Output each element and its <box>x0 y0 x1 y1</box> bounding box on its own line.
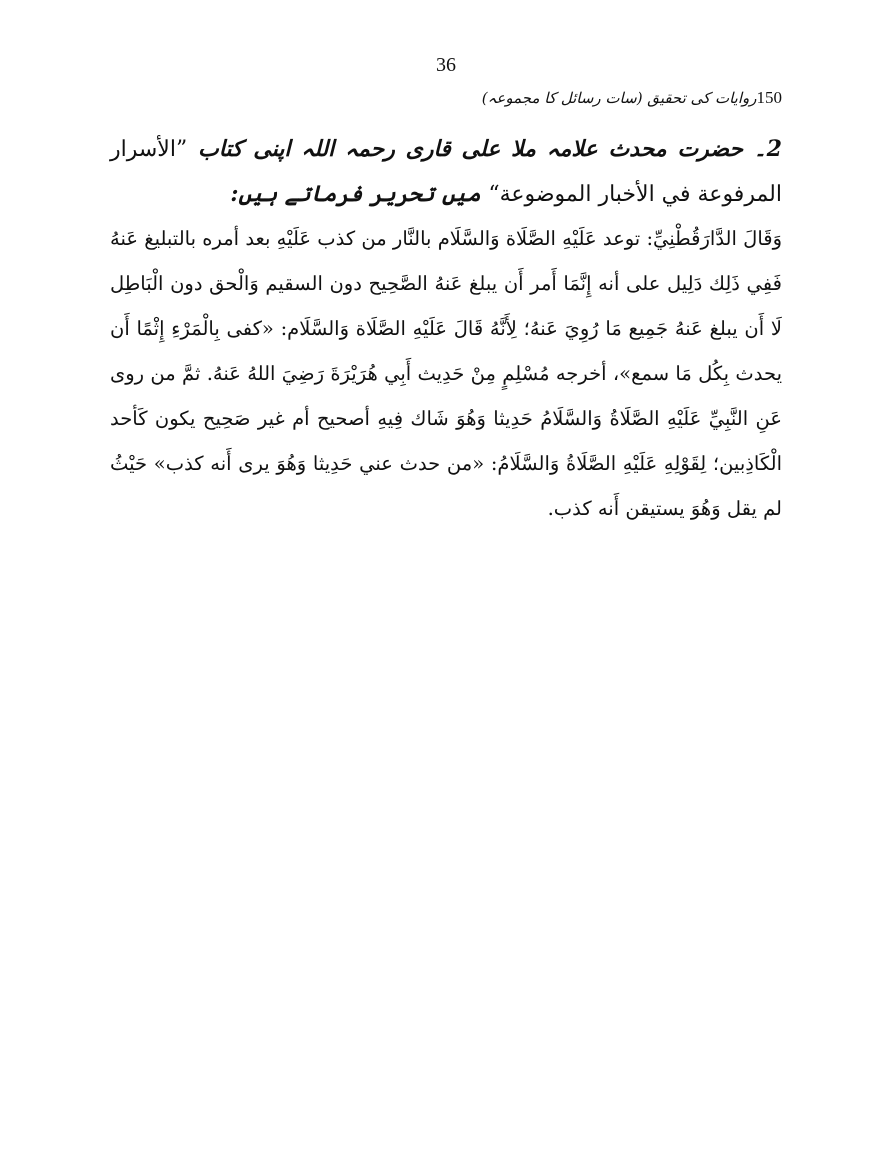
heading-outro: میں تحریر فرماتے ہیں: <box>230 181 481 207</box>
quoted-book-title: ”الأسرار المرفوعة في الأخبار الموضوعة“ <box>110 137 782 207</box>
running-header <box>482 88 782 108</box>
book-title: روایات کی تحقیق (سات رسائل کا مجموعہ) <box>481 89 757 107</box>
section-heading <box>110 127 782 217</box>
book-number: 150 <box>756 88 782 107</box>
arabic-quotation: وَقَالَ الدَّارَقُطْنِيِّ: توعد عَلَيْهِ الصَّلَاة وَالسَّلَام بالنَّار من كذب عَلَيْهِ بعد أمره بالتبليغ عَنهُ فَفِي ذَلِك دَلِيل على أنه إِنَّمَا أَمر أَن يبلغ عَنهُ الصَّحِيح دون السقيم وَالْحق دون الْبَاطِل لَا أَن يبلغ عَنهُ جَمِيع مَا رُوِيَ عَنهُ؛ لِأَنَّهُ قَالَ عَلَيْهِ الصَّلَاة وَالسَّلَام: «كفى بِالْمَرْءِ إِثْمًا أَن يحدث بِكُل مَا سمع»، أخرجه مُسْلِمٍ مِنْ حَدِيث أَبِي هُرَيْرَةَ رَضِيَ اللهُ عَنهُ. ثمَّ من روى عَنِ النَّبِيِّ عَلَيْهِ الصَّلَاةُ وَالسَّلَامُ حَدِيثا وَهُوَ شَاك فِيهِ أصحيح أم غير صَحِيح يكون كَأحد الْكَاذِبين؛ لِقَوْلِهِ عَلَيْهِ الصَّلَاةُ وَالسَّلَامُ: «من حدث عني حَدِيثا وَهُوَ يرى أَنه كذب» حَيْثُ لم يقل وَهُوَ يستيقن أَنه كذب. <box>110 227 782 520</box>
page-number: 36 <box>436 54 456 76</box>
heading-intro: 2۔ حضرت محدث علامہ ملا علی قاری رحمہ اللہ اپنی کتاب <box>198 136 782 162</box>
